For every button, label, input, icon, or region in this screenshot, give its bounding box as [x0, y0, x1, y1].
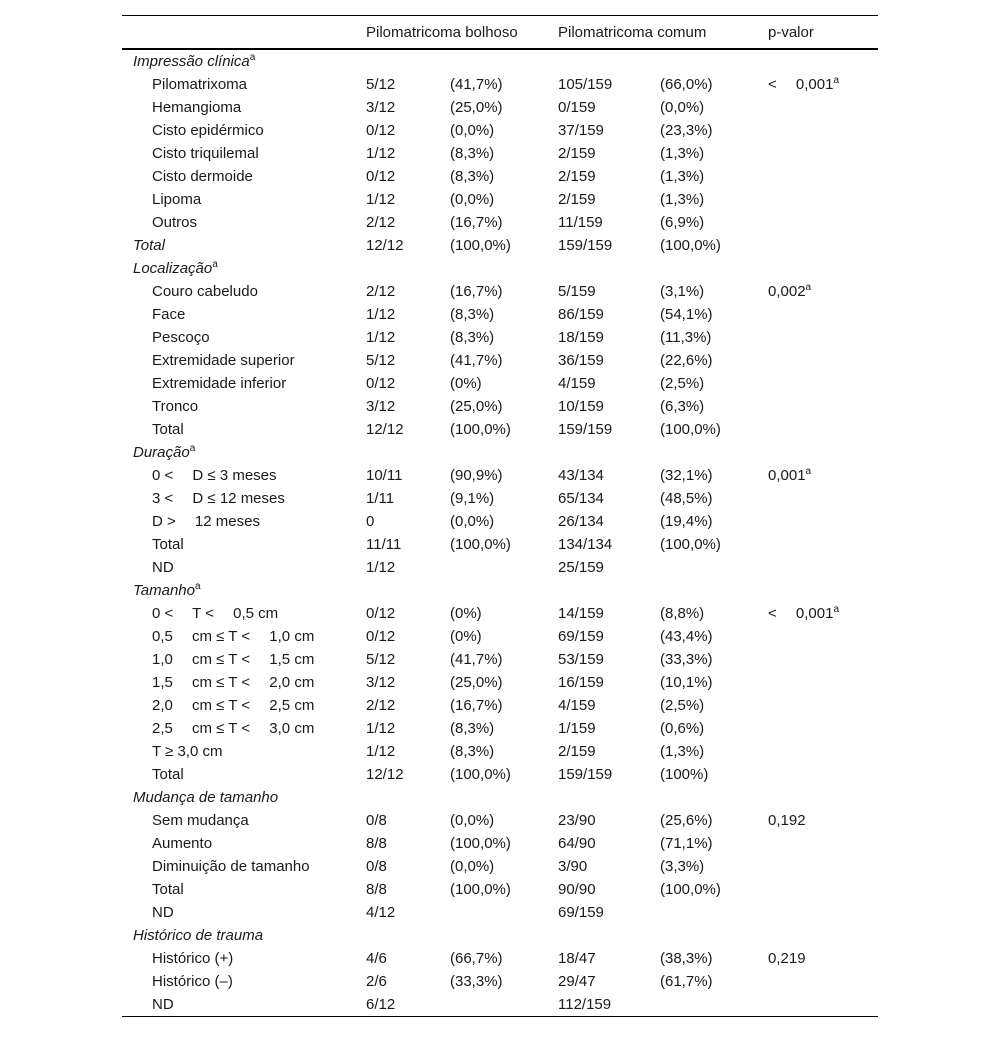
row-label: 3 < D ≤ 12 meses — [152, 490, 285, 507]
bolhoso-percent: (0,0%) — [450, 191, 495, 208]
comum-count: 5/159 — [558, 283, 596, 300]
footnote-marker: a — [195, 581, 201, 592]
table-row — [122, 303, 878, 326]
footnote-marker: a — [833, 75, 840, 86]
table-row — [122, 717, 878, 740]
table-body — [122, 49, 878, 1017]
footnote-marker: a — [249, 52, 256, 63]
table-row — [122, 349, 878, 372]
bolhoso-count: 1/12 — [366, 329, 396, 346]
table-row — [122, 947, 878, 970]
bolhoso-percent: (100,0%) — [450, 421, 511, 438]
comum-count: 1/159 — [558, 720, 596, 737]
row-label: Extremidade inferior — [152, 375, 287, 392]
bolhoso-count: 0/12 — [366, 375, 396, 392]
row-label: Cisto dermoide — [152, 168, 253, 185]
bolhoso-percent: (25,0%) — [450, 398, 503, 415]
p-value — [768, 211, 878, 234]
p-value — [768, 832, 878, 855]
comum-count: 4/159 — [558, 375, 596, 392]
comum-percent: (32,1%) — [660, 467, 713, 484]
bolhoso-count: 1/12 — [366, 720, 396, 737]
bolhoso-count: 4/12 — [366, 904, 396, 921]
comum-count: 4/159 — [558, 697, 596, 714]
comum-percent: (2,5%) — [660, 697, 705, 714]
table-row — [122, 993, 878, 1017]
p-value-text: < 0,001 — [768, 605, 834, 622]
comum-count: 2/159 — [558, 145, 596, 162]
row-label: Total — [152, 421, 184, 438]
bolhoso-count: 5/12 — [366, 352, 396, 369]
row-label: Total — [133, 237, 165, 254]
section-title — [122, 441, 878, 464]
comum-count: 64/90 — [558, 835, 596, 852]
comum-count: 112/159 — [558, 996, 612, 1013]
p-value — [768, 648, 878, 671]
row-label: Histórico (+) — [152, 950, 234, 967]
p-value — [768, 717, 878, 740]
row-label: ND — [152, 904, 174, 921]
table-row — [122, 510, 878, 533]
comum-count: 134/134 — [558, 536, 613, 553]
table-row — [122, 142, 878, 165]
p-value — [768, 119, 878, 142]
bolhoso-count: 3/12 — [366, 674, 396, 691]
table-row — [122, 372, 878, 395]
bolhoso-percent: (100,0%) — [450, 237, 511, 254]
comum-count: 159/159 — [558, 237, 613, 254]
bolhoso-percent — [450, 556, 558, 579]
comum-percent: (54,1%) — [660, 306, 713, 323]
row-label: Extremidade superior — [152, 352, 295, 369]
table-row — [122, 395, 878, 418]
row-label: Lipoma — [152, 191, 202, 208]
row-label: 1,0 cm ≤ T < 1,5 cm — [152, 651, 315, 668]
bolhoso-count: 10/11 — [366, 467, 403, 484]
p-value — [768, 809, 878, 832]
section-title-text: Impressão clínica — [133, 53, 250, 70]
footnote-marker: a — [833, 604, 840, 615]
p-value — [768, 855, 878, 878]
bolhoso-count: 0/12 — [366, 628, 396, 645]
section-header-row — [122, 579, 878, 602]
table-row — [122, 464, 878, 487]
comum-percent: (23,3%) — [660, 122, 713, 139]
row-label: Pilomatrixoma — [152, 76, 248, 93]
p-value — [768, 947, 878, 970]
table-row — [122, 809, 878, 832]
bolhoso-percent — [450, 901, 558, 924]
header-pvalor: p-valor — [768, 23, 814, 41]
comum-count: 37/159 — [558, 122, 604, 139]
p-value — [768, 372, 878, 395]
comum-count: 53/159 — [558, 651, 604, 668]
bolhoso-percent — [450, 993, 558, 1017]
bolhoso-percent: (8,3%) — [450, 329, 495, 346]
comum-percent: (100,0%) — [660, 237, 721, 254]
row-label: ND — [152, 996, 174, 1013]
table-row — [122, 740, 878, 763]
row-label: Pescoço — [152, 329, 210, 346]
p-value — [768, 188, 878, 211]
table-row — [122, 832, 878, 855]
bolhoso-count: 3/12 — [366, 398, 396, 415]
comum-percent: (100%) — [660, 766, 709, 783]
comum-percent: (6,3%) — [660, 398, 705, 415]
header-row — [122, 16, 878, 50]
table-row — [122, 280, 878, 303]
comum-count: 3/90 — [558, 858, 588, 875]
bolhoso-count: 1/12 — [366, 191, 396, 208]
row-label: 1,5 cm ≤ T < 2,0 cm — [152, 674, 315, 691]
table-row — [122, 556, 878, 579]
comum-percent: (6,9%) — [660, 214, 705, 231]
section-title-text: Tamanho — [133, 582, 195, 599]
p-value — [768, 671, 878, 694]
header-bolhoso: Pilomatricoma bolhoso — [366, 23, 518, 41]
bolhoso-percent: (66,7%) — [450, 950, 503, 967]
p-value — [768, 602, 878, 625]
table-row — [122, 625, 878, 648]
comum-percent: (11,3%) — [660, 329, 712, 346]
table-row — [122, 602, 878, 625]
section-title — [122, 49, 878, 73]
comum-count: 26/134 — [558, 513, 604, 530]
comum-percent: (43,4%) — [660, 628, 713, 645]
comum-count: 159/159 — [558, 766, 613, 783]
section-title-text: Duração — [133, 444, 190, 461]
bolhoso-percent: (90,9%) — [450, 467, 503, 484]
comum-percent: (10,1%) — [660, 674, 713, 691]
row-label: Histórico (–) — [152, 973, 233, 990]
comum-percent: (71,1%) — [660, 835, 713, 852]
comum-percent: (1,3%) — [660, 191, 705, 208]
comum-percent: (0,6%) — [660, 720, 705, 737]
bolhoso-count: 1/11 — [366, 490, 395, 507]
comum-count: 16/159 — [558, 674, 604, 691]
comum-percent — [660, 993, 768, 1017]
table-row — [122, 326, 878, 349]
section-title — [122, 579, 878, 602]
bolhoso-percent: (33,3%) — [450, 973, 503, 990]
comum-percent: (3,3%) — [660, 858, 705, 875]
bolhoso-count: 0/8 — [366, 812, 387, 829]
p-value — [768, 395, 878, 418]
row-label: 0,5 cm ≤ T < 1,0 cm — [152, 628, 315, 645]
comum-percent: (33,3%) — [660, 651, 713, 668]
bolhoso-count: 5/12 — [366, 76, 396, 93]
section-header-row — [122, 257, 878, 280]
bolhoso-count: 12/12 — [366, 421, 404, 438]
comum-percent — [660, 901, 768, 924]
footnote-marker: a — [805, 282, 812, 293]
table-row — [122, 188, 878, 211]
section-header-row — [122, 49, 878, 73]
p-value — [768, 625, 878, 648]
row-label: ND — [152, 559, 174, 576]
table-row — [122, 648, 878, 671]
p-value-text: < 0,001 — [768, 76, 834, 93]
p-value-text: 0,002 — [768, 283, 806, 300]
p-value — [768, 487, 878, 510]
comum-percent: (61,7%) — [660, 973, 713, 990]
bolhoso-count: 12/12 — [366, 766, 404, 783]
bolhoso-count: 11/11 — [366, 536, 402, 553]
bolhoso-percent: (8,3%) — [450, 306, 495, 323]
row-label: 0 < D ≤ 3 meses — [152, 467, 277, 484]
bolhoso-percent: (0,0%) — [450, 812, 495, 829]
bolhoso-percent: (0,0%) — [450, 513, 495, 530]
table-row — [122, 211, 878, 234]
comum-count: 18/47 — [558, 950, 596, 967]
bolhoso-percent: (8,3%) — [450, 743, 495, 760]
comum-percent: (100,0%) — [660, 536, 721, 553]
bolhoso-count: 1/12 — [366, 743, 396, 760]
bolhoso-count: 6/12 — [366, 996, 396, 1013]
p-value — [768, 142, 878, 165]
footnote-marker: a — [189, 443, 196, 454]
comum-count: 18/159 — [558, 329, 604, 346]
p-value — [768, 349, 878, 372]
bolhoso-percent: (0%) — [450, 375, 482, 392]
comum-percent: (25,6%) — [660, 812, 713, 829]
table-row — [122, 694, 878, 717]
row-label: 2,5 cm ≤ T < 3,0 cm — [152, 720, 315, 737]
bolhoso-count: 4/6 — [366, 950, 387, 967]
comum-percent: (48,5%) — [660, 490, 713, 507]
bolhoso-percent: (100,0%) — [450, 536, 511, 553]
p-value — [768, 464, 878, 487]
bolhoso-count: 1/12 — [366, 559, 396, 576]
bolhoso-count: 2/12 — [366, 283, 396, 300]
row-label: Sem mudança — [152, 812, 249, 829]
bolhoso-count: 1/12 — [366, 145, 396, 162]
bolhoso-count: 1/12 — [366, 306, 396, 323]
bolhoso-count: 0/8 — [366, 858, 387, 875]
row-label: Face — [152, 306, 186, 323]
row-label: Total — [152, 766, 184, 783]
p-value-text: 0,192 — [768, 812, 806, 829]
bolhoso-count: 5/12 — [366, 651, 396, 668]
bolhoso-percent: (100,0%) — [450, 835, 511, 852]
bolhoso-count: 2/12 — [366, 214, 396, 231]
comum-percent: (1,3%) — [660, 145, 705, 162]
comum-percent: (100,0%) — [660, 421, 721, 438]
p-value — [768, 993, 878, 1017]
row-label: Outros — [152, 214, 198, 231]
row-label: Hemangioma — [152, 99, 242, 116]
table-row — [122, 234, 878, 257]
row-label: T ≥ 3,0 cm — [152, 743, 223, 760]
p-value — [768, 165, 878, 188]
comum-count: 159/159 — [558, 421, 613, 438]
bolhoso-percent: (16,7%) — [450, 283, 503, 300]
bolhoso-count: 0/12 — [366, 605, 396, 622]
row-label: Cisto epidérmico — [152, 122, 264, 139]
comum-percent: (2,5%) — [660, 375, 705, 392]
comum-count: 36/159 — [558, 352, 604, 369]
comum-percent: (8,8%) — [660, 605, 705, 622]
results-table — [122, 15, 878, 1017]
p-value — [768, 970, 878, 993]
row-label: Couro cabeludo — [152, 283, 258, 300]
results-table-container — [122, 15, 878, 1017]
section-header-row — [122, 786, 878, 809]
bolhoso-percent: (0%) — [450, 605, 482, 622]
table-row — [122, 96, 878, 119]
p-value — [768, 694, 878, 717]
bolhoso-count: 8/8 — [366, 881, 387, 898]
comum-count: 65/134 — [558, 490, 604, 507]
p-value — [768, 533, 878, 556]
bolhoso-count: 0 — [366, 513, 375, 530]
footnote-marker: a — [212, 259, 218, 270]
bolhoso-percent: (8,3%) — [450, 720, 495, 737]
row-label: 0 < T < 0,5 cm — [152, 605, 279, 622]
section-header-row — [122, 441, 878, 464]
bolhoso-percent: (0,0%) — [450, 858, 495, 875]
bolhoso-percent: (8,3%) — [450, 168, 495, 185]
comum-count: 14/159 — [558, 605, 604, 622]
header-comum: Pilomatricoma comum — [558, 23, 707, 41]
row-label: D > 12 meses — [152, 513, 260, 530]
comum-count: 90/90 — [558, 881, 596, 898]
comum-count: 29/47 — [558, 973, 596, 990]
bolhoso-percent: (16,7%) — [450, 697, 503, 714]
row-label: Cisto triquilemal — [152, 145, 259, 162]
bolhoso-percent: (100,0%) — [450, 881, 511, 898]
bolhoso-count: 8/8 — [366, 835, 387, 852]
comum-count: 11/159 — [558, 214, 603, 231]
comum-count: 2/159 — [558, 743, 596, 760]
bolhoso-percent: (41,7%) — [450, 651, 503, 668]
p-value — [768, 901, 878, 924]
comum-percent: (0,0%) — [660, 99, 705, 116]
row-label: Tronco — [152, 398, 199, 415]
row-label: Total — [152, 881, 184, 898]
comum-count: 25/159 — [558, 559, 604, 576]
p-value — [768, 303, 878, 326]
comum-percent: (19,4%) — [660, 513, 713, 530]
section-header-row — [122, 924, 878, 947]
section-title — [122, 257, 878, 280]
comum-percent — [660, 556, 768, 579]
comum-percent: (3,1%) — [660, 283, 705, 300]
bolhoso-percent: (25,0%) — [450, 674, 503, 691]
comum-count: 69/159 — [558, 904, 604, 921]
comum-count: 69/159 — [558, 628, 604, 645]
comum-count: 105/159 — [558, 76, 613, 93]
p-value — [768, 280, 878, 303]
bolhoso-percent: (100,0%) — [450, 766, 511, 783]
p-value — [768, 326, 878, 349]
bolhoso-count: 12/12 — [366, 237, 404, 254]
p-value — [768, 234, 878, 257]
comum-percent: (1,3%) — [660, 743, 705, 760]
table-row — [122, 73, 878, 96]
table-row — [122, 533, 878, 556]
row-label: Diminuição de tamanho — [152, 858, 310, 875]
row-label: Total — [152, 536, 184, 553]
p-value — [768, 510, 878, 533]
comum-count: 86/159 — [558, 306, 604, 323]
comum-percent: (22,6%) — [660, 352, 713, 369]
p-value-text: 0,219 — [768, 950, 806, 967]
comum-percent: (100,0%) — [660, 881, 721, 898]
bolhoso-count: 2/12 — [366, 697, 396, 714]
table-row — [122, 487, 878, 510]
p-value — [768, 763, 878, 786]
bolhoso-percent: (25,0%) — [450, 99, 503, 116]
comum-count: 43/134 — [558, 467, 604, 484]
section-title-text: Mudança de tamanho — [133, 789, 279, 806]
comum-count: 0/159 — [558, 99, 596, 116]
comum-count: 10/159 — [558, 398, 604, 415]
p-value — [768, 418, 878, 441]
bolhoso-percent: (9,1%) — [450, 490, 495, 507]
p-value — [768, 96, 878, 119]
row-label: 2,0 cm ≤ T < 2,5 cm — [152, 697, 315, 714]
p-value — [768, 73, 878, 96]
bolhoso-count: 0/12 — [366, 168, 396, 185]
section-title-text: Histórico de trauma — [133, 927, 264, 944]
table-row — [122, 418, 878, 441]
bolhoso-percent: (41,7%) — [450, 352, 503, 369]
footnote-marker: a — [805, 466, 812, 477]
section-title — [122, 786, 878, 809]
table-row — [122, 970, 878, 993]
comum-count: 23/90 — [558, 812, 596, 829]
bolhoso-percent: (41,7%) — [450, 76, 503, 93]
bolhoso-percent: (8,3%) — [450, 145, 495, 162]
comum-percent: (66,0%) — [660, 76, 713, 93]
p-value-text: 0,001 — [768, 467, 806, 484]
comum-count: 2/159 — [558, 168, 596, 185]
table-row — [122, 878, 878, 901]
table-row — [122, 119, 878, 142]
section-title — [122, 924, 878, 947]
table-row — [122, 671, 878, 694]
bolhoso-percent: (16,7%) — [450, 214, 503, 231]
p-value — [768, 740, 878, 763]
comum-percent: (1,3%) — [660, 168, 705, 185]
p-value — [768, 556, 878, 579]
table-row — [122, 855, 878, 878]
section-title-text: Localização — [133, 260, 213, 277]
comum-percent: (38,3%) — [660, 950, 713, 967]
table-row — [122, 165, 878, 188]
table-row — [122, 901, 878, 924]
header-label — [122, 16, 366, 50]
table-row — [122, 763, 878, 786]
bolhoso-count: 2/6 — [366, 973, 387, 990]
row-label: Aumento — [152, 835, 213, 852]
bolhoso-count: 0/12 — [366, 122, 396, 139]
bolhoso-count: 3/12 — [366, 99, 396, 116]
bolhoso-percent: (0%) — [450, 628, 482, 645]
bolhoso-percent: (0,0%) — [450, 122, 495, 139]
comum-count: 2/159 — [558, 191, 596, 208]
p-value — [768, 878, 878, 901]
